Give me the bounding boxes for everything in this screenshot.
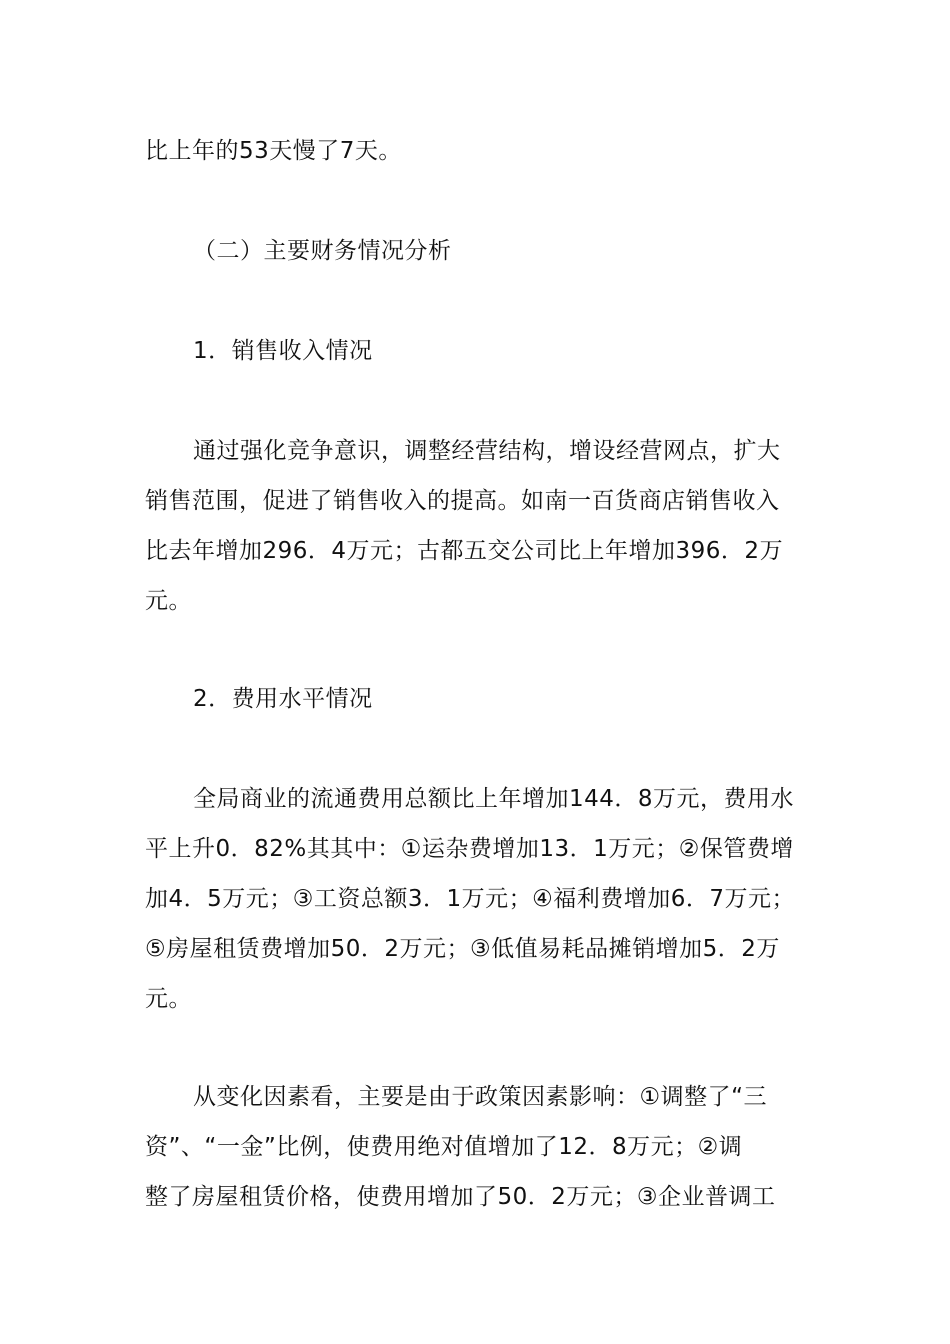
- paragraph-line: 销售范围，促进了销售收入的提高。如南一百货商店销售收入: [145, 488, 780, 514]
- paragraph-line: 比去年增加296．4万元；古都五交公司比上年增加396．2万: [145, 538, 784, 564]
- paragraph-line: 通过强化竞争意识，调整经营结构，增设经营网点，扩大: [193, 438, 781, 464]
- paragraph-line: 整了房屋租赁价格，使费用增加了50．2万元；③企业普调工: [145, 1184, 776, 1210]
- sub-heading-expense-level: 2．费用水平情况: [193, 686, 373, 712]
- paragraph-line: 全局商业的流通费用总额比上年增加144．8万元，费用水: [193, 786, 795, 812]
- paragraph-line: 加4．5万元；③工资总额3．1万元；④福利费增加6．7万元；: [145, 886, 796, 912]
- paragraph-line: ⑤房屋租赁费增加50．2万元；③低值易耗品摊销增加5．2万: [145, 936, 780, 962]
- sub-heading-sales-income: 1．销售收入情况: [193, 338, 373, 364]
- paragraph-line: 平上升0．82%其其中：①运杂费增加13．1万元；②保管费增: [145, 836, 794, 862]
- paragraph-line: 元。: [145, 588, 192, 614]
- paragraph-line: 从变化因素看，主要是由于政策因素影响：①调整了“三: [193, 1084, 768, 1110]
- paragraph-line: 元。: [145, 986, 192, 1012]
- section-heading: （二）主要财务情况分析: [193, 238, 452, 264]
- text-line: 比上年的53天慢了7天。: [145, 138, 402, 164]
- paragraph-line: 资”、“一金”比例，使费用绝对值增加了12．8万元；②调: [145, 1134, 743, 1160]
